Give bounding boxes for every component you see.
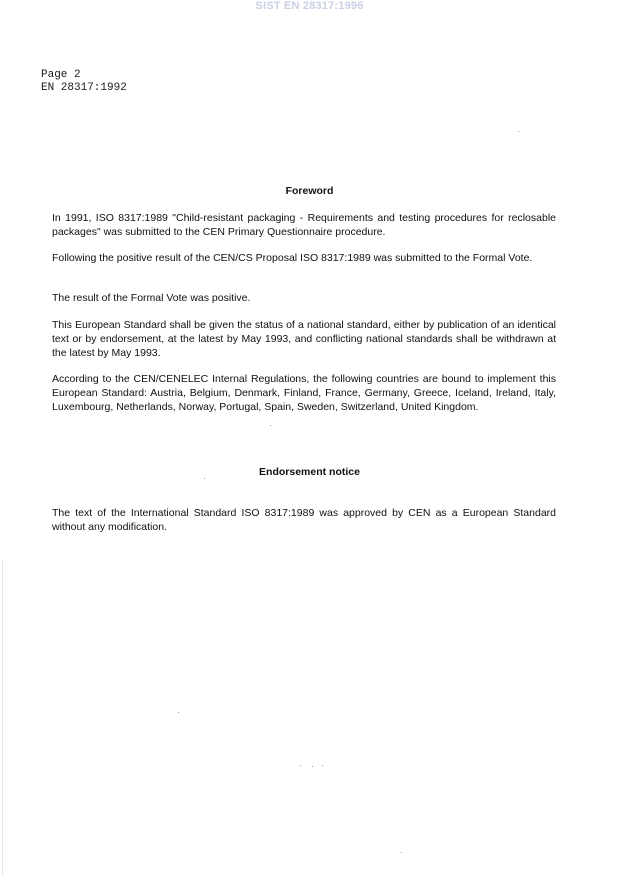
scan-speck — [300, 765, 301, 766]
foreword-paragraph-3: The result of the Formal Vote was positive. — [52, 292, 251, 304]
scan-speck — [518, 131, 519, 132]
foreword-paragraph-1: In 1991, ISO 8317:1989 "Child-resistant packaging - Requirements and testing procedures for reclosable packages" was submitted to the CEN Primary Questionnaire procedure. — [52, 212, 556, 238]
watermark: SIST EN 28317:1996 — [255, 0, 364, 12]
standard-number: EN 28317:1992 — [41, 82, 127, 94]
page-number: Page 2 — [41, 69, 81, 81]
scan-speck — [322, 765, 323, 766]
scan-speck — [270, 425, 271, 426]
endorsement-paragraph: The text of the International Standard ISO 8317:1989 was approved by CEN as a European Standard without any modification. — [52, 507, 556, 533]
endorsement-heading: Endorsement notice — [259, 466, 360, 478]
foreword-paragraph-4: This European Standard shall be given the status of a national standard, either by publication of an identical text or by endorsement, at the latest by May 1993, and conflicting national standards shall be withdrawn at the latest by May 1993. — [52, 319, 556, 359]
foreword-heading: Foreword — [285, 185, 334, 197]
foreword-paragraph-2: Following the positive result of the CEN/CS Proposal ISO 8317:1989 was submitted to the Formal Vote. — [52, 252, 533, 264]
scan-edge-line — [2, 560, 3, 876]
page-header — [41, 69, 127, 95]
scan-speck — [312, 766, 313, 767]
scan-speck — [178, 712, 179, 713]
foreword-paragraph-5: According to the CEN/CENELEC Internal Regulations, the following countries are bound to implement this European Standard: Austria, Belgium, Denmark, Finland, France, Germany, Greece, Iceland, Ireland, Italy, Luxembourg, Netherlands, Norway, Portugal, Spain, Sweden, Switzerland, United Kingdom. — [52, 373, 556, 413]
scan-speck — [204, 478, 205, 479]
scan-speck — [401, 852, 402, 853]
